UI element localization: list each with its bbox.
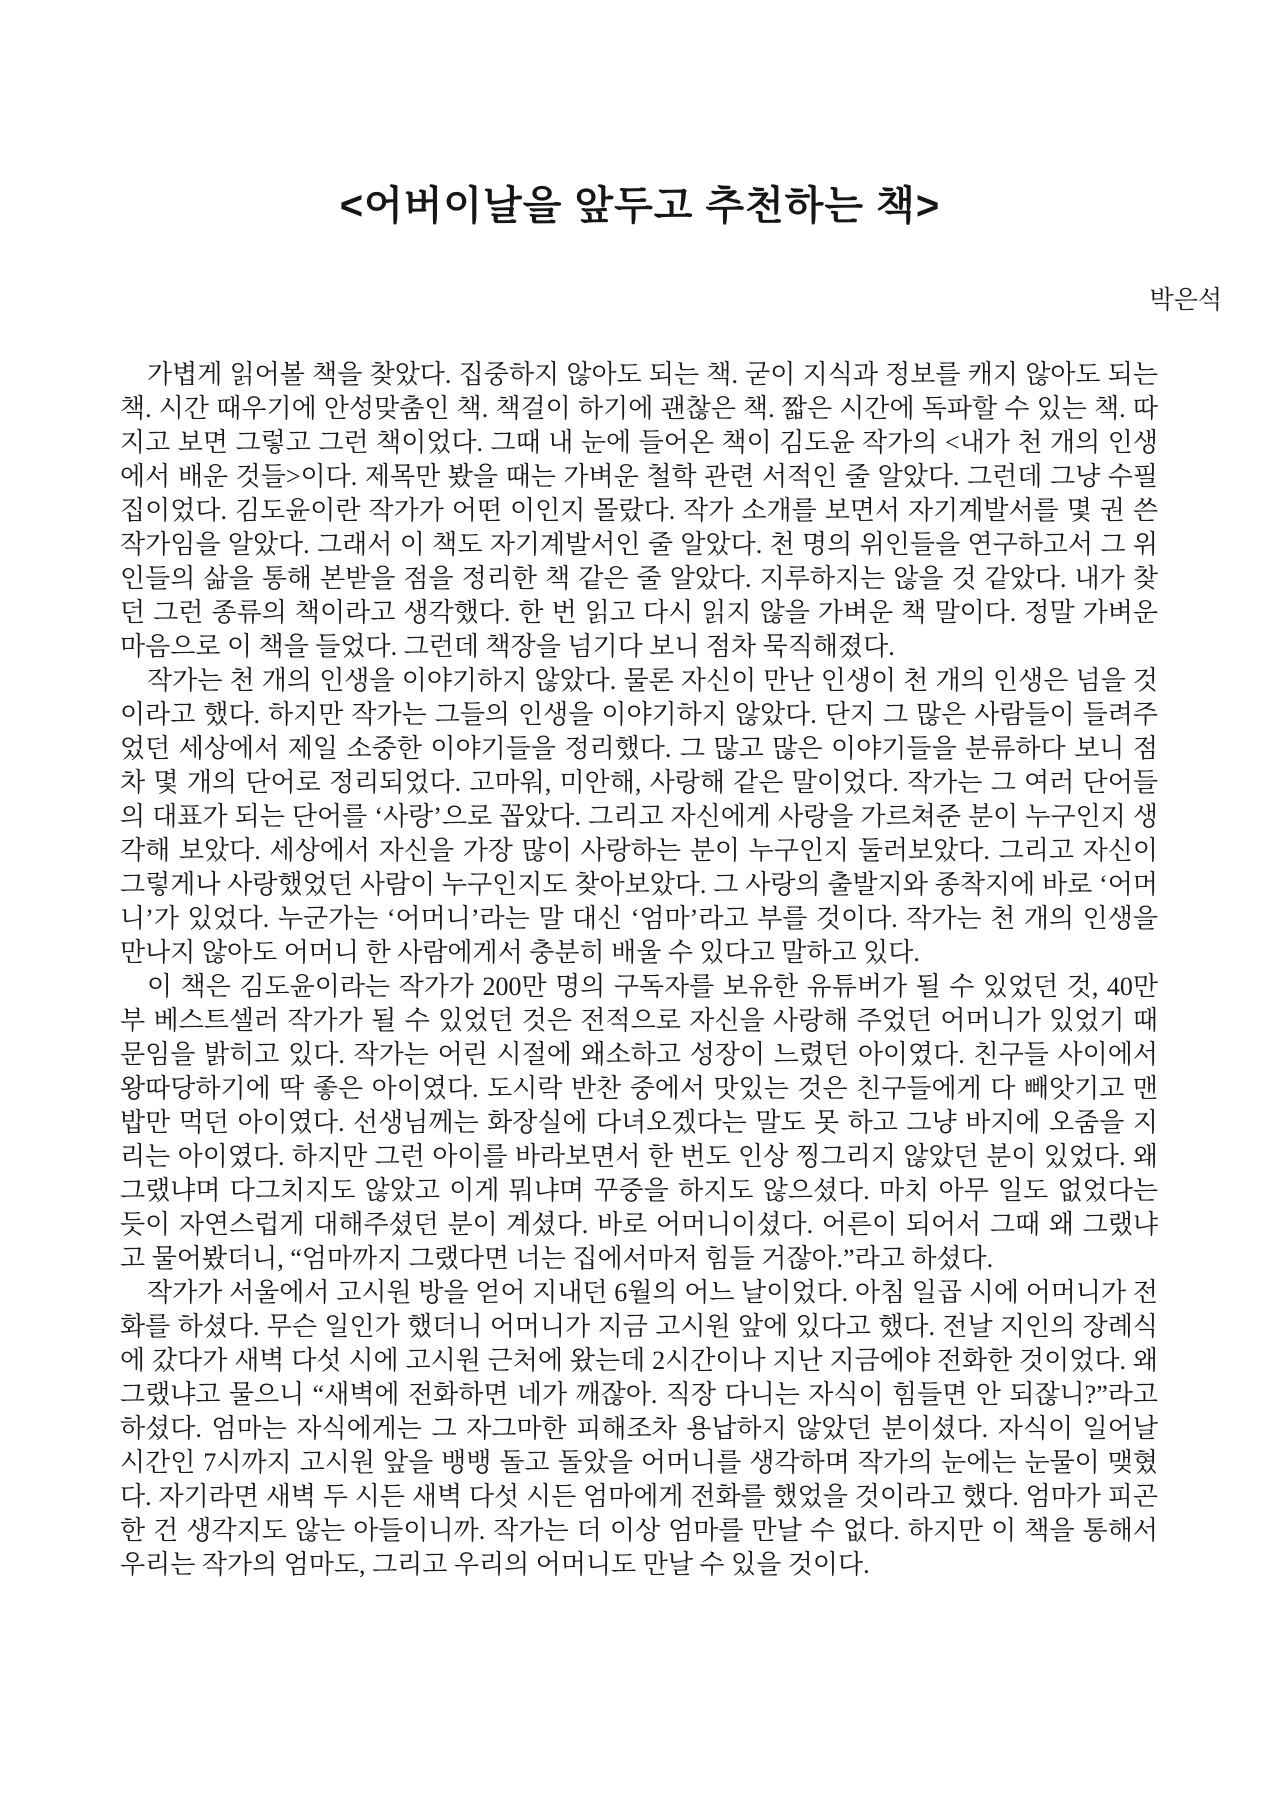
author-name: 박은석 (1149, 287, 1222, 314)
body-paragraph: 이 책은 김도윤이라는 작가가 200만 명의 구독자를 보유한 유튜버가 될 수 있었던 것, 40만 부 베스트셀러 작가가 될 수 있었던 것은 전적으로 자신을 사랑해 주었던 어머니가 있었기 때문임을 밝히고 있다. 작가는 어린 시절에 왜소하고 성장이 느렸던 아이였다. 친구들 사이에서 왕따당하기에 딱 좋은 아이였다. 도시락 반찬 중에서 맛있는 것은 친구들에게 다 빼앗기고 맨밥만 먹던 아이였다. 선생님께는 화장실에 다녀오겠다는 말도 못 하고 그냥 바지에 오줌을 지리는 아이였다. 하지만 그런 아이를 바라보면서 한 번도 인상 찡그리지 않았던 분이 있었다. 왜 그랬냐며 다그치지도 않았고 이게 뭐냐며 꾸중을 하지도 않으셨다. 마치 아무 일도 없었다는 듯이 자연스럽게 대해주셨던 분이 계셨다. 바로 어머니이셨다. 어른이 되어서 그때 왜 그랬냐고 물어봤더니, “엄마까지 그랬다면 너는 집에서마저 힘들 거잖아.”라고 하셨다. (120, 972, 1158, 1273)
body-paragraph: 작가가 서울에서 고시원 방을 얻어 지내던 6월의 어느 날이었다. 아침 일곱 시에 어머니가 전화를 하셨다. 무슨 일인가 했더니 어머니가 지금 고시원 앞에 있다고 했다. 전날 지인의 장례식에 갔다가 새벽 다섯 시에 고시원 근처에 왔는데 2시간이나 지난 지금에야 전화한 것이었다. 왜 그랬냐고 물으니 “새벽에 전화하면 네가 깨잖아. 직장 다니는 자식이 힘들면 안 되잖니?”라고 하셨다. 엄마는 자식에게는 그 자그마한 피해조차 용납하지 않았던 분이셨다. 자식이 일어날 시간인 7시까지 고시원 앞을 뱅뱅 돌고 돌았을 어머니를 생각하며 작가의 눈에는 눈물이 맺혔다. 자기라면 새벽 두 시든 새벽 다섯 시든 엄마에게 전화를 했었을 것이라고 했다. 엄마가 피곤한 건 생각지도 않는 아들이니까. 작가는 더 이상 엄마를 만날 수 없다. 하지만 이 책을 통해서 우리는 작가의 엄마도, 그리고 우리의 어머니도 만날 수 있을 것이다. (120, 1278, 1158, 1579)
document-body (0, 358, 1280, 1582)
body-paragraph: 작가는 천 개의 인생을 이야기하지 않았다. 물론 자신이 만난 인생이 천 개의 인생은 넘을 것이라고 했다. 하지만 작가는 그들의 인생을 이야기하지 않았다. 단지 그 많은 사람들이 들려주었던 세상에서 제일 소중한 이야기들을 정리했다. 그 많고 많은 이야기들을 분류하다 보니 점차 몇 개의 단어로 정리되었다. 고마워, 미안해, 사랑해 같은 말이었다. 작가는 그 여러 단어들의 대표가 되는 단어를 ‘사랑’으로 꼽았다. 그리고 자신에게 사랑을 가르쳐준 분이 누구인지 생각해 보았다. 세상에서 자신을 가장 많이 사랑하는 분이 누구인지 둘러보았다. 그리고 자신이 그렇게나 사랑했었던 사람이 누구인지도 찾아보았다. 그 사랑의 출발지와 종착지에 바로 ‘어머니’가 있었다. 누군가는 ‘어머니’라는 말 대신 ‘엄마’라고 부를 것이다. 작가는 천 개의 인생을 만나지 않아도 어머니 한 사람에게서 충분히 배울 수 있다고 말하고 있다. (120, 666, 1158, 967)
body-paragraph: 가볍게 읽어볼 책을 찾았다. 집중하지 않아도 되는 책. 굳이 지식과 정보를 캐지 않아도 되는 책. 시간 때우기에 안성맞춤인 책. 책걸이 하기에 괜찮은 책. 짧은 시간에 독파할 수 있는 책. 따지고 보면 그렇고 그런 책이었다. 그때 내 눈에 들어온 책이 김도윤 작가의 <내가 천 개의 인생에서 배운 것들>이다. 제목만 봤을 때는 가벼운 철학 관련 서적인 줄 알았다. 그런데 그냥 수필집이었다. 김도윤이란 작가가 어떤 이인지 몰랐다. 작가 소개를 보면서 자기계발서를 몇 권 쓴 작가임을 알았다. 그래서 이 책도 자기계발서인 줄 알았다. 천 명의 위인들을 연구하고서 그 위인들의 삶을 통해 본받을 점을 정리한 책 같은 줄 알았다. 지루하지는 않을 것 같았다. 내가 찾던 그런 종류의 책이라고 생각했다. 한 번 읽고 다시 읽지 않을 가벼운 책 말이다. 정말 가벼운 마음으로 이 책을 들었다. 그런데 책장을 넘기다 보니 점차 묵직해졌다. (120, 360, 1158, 661)
document-title: <어버이날을 앞두고 추천하는 책> (339, 184, 941, 228)
